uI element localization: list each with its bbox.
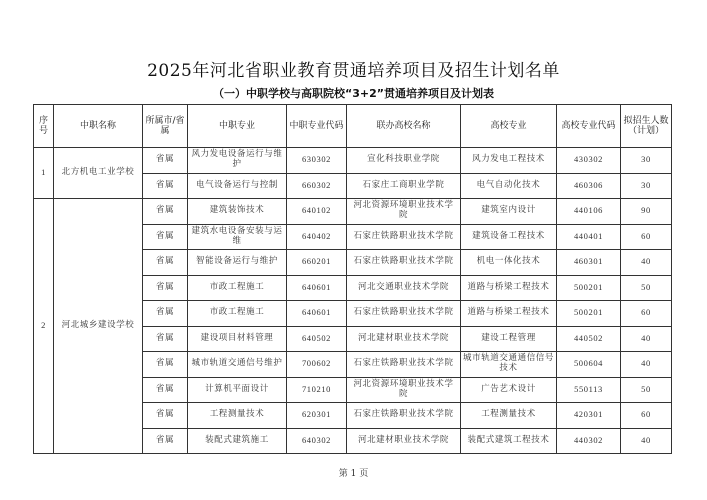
- enrollment-plan-table: [33, 104, 672, 454]
- seq-cell: 1: [34, 148, 54, 199]
- table-subtitle: （一）中职学校与高职院校“3+2”贯通培养项目及计划表: [213, 87, 494, 100]
- major-cell: 风力发电设备运行与维护: [188, 148, 287, 174]
- affiliation-cell: 省属: [143, 377, 188, 403]
- college-code-cell: 500201: [557, 301, 621, 327]
- college-code-cell: 550113: [557, 377, 621, 403]
- major-cell: 智能设备运行与维护: [188, 250, 287, 276]
- affiliation-cell: 省属: [143, 403, 188, 429]
- major-code-cell: 700602: [287, 352, 347, 378]
- plan-cell: 50: [621, 275, 672, 301]
- college-code-cell: 440502: [557, 326, 621, 352]
- partner-cell: 宣化科技职业学院: [347, 148, 461, 174]
- major-cell: 建设项目材料管理: [188, 326, 287, 352]
- plan-cell: 50: [621, 377, 672, 403]
- college-major-cell: 机电一体化技术: [461, 250, 557, 276]
- partner-cell: 石家庄铁路职业技术学院: [347, 301, 461, 327]
- school-cell: 河北城乡建设学校: [54, 199, 143, 454]
- header-seq: 序号: [34, 105, 54, 148]
- plan-cell: 30: [621, 148, 672, 174]
- partner-cell: 石家庄工商职业学院: [347, 173, 461, 199]
- major-cell: 建筑装饰技术: [188, 199, 287, 225]
- affiliation-cell: 省属: [143, 428, 188, 454]
- plan-cell: 30: [621, 173, 672, 199]
- partner-cell: 河北建材职业技术学院: [347, 428, 461, 454]
- college-code-cell: 430302: [557, 148, 621, 174]
- affiliation-cell: 省属: [143, 148, 188, 174]
- college-code-cell: 440401: [557, 224, 621, 250]
- college-code-cell: 500604: [557, 352, 621, 378]
- header-affiliation: 所属市/省属: [143, 105, 188, 148]
- major-cell: 计算机平面设计: [188, 377, 287, 403]
- affiliation-cell: 省属: [143, 275, 188, 301]
- page-number: 第 1 页: [338, 469, 369, 479]
- header-partner: 联办高校名称: [347, 105, 461, 148]
- plan-cell: 60: [621, 301, 672, 327]
- major-cell: 建筑水电设备安装与运维: [188, 224, 287, 250]
- plan-cell: 60: [621, 403, 672, 429]
- college-major-cell: 装配式建筑工程技术: [461, 428, 557, 454]
- college-code-cell: 420301: [557, 403, 621, 429]
- header-major-code: 中职专业代码: [287, 105, 347, 148]
- major-code-cell: 660302: [287, 173, 347, 199]
- partner-cell: 石家庄铁路职业技术学院: [347, 224, 461, 250]
- major-code-cell: 640302: [287, 428, 347, 454]
- college-major-cell: 道路与桥梁工程技术: [461, 301, 557, 327]
- affiliation-cell: 省属: [143, 352, 188, 378]
- major-code-cell: 640502: [287, 326, 347, 352]
- header-school: 中职名称: [54, 105, 143, 148]
- table-row: [34, 199, 672, 225]
- major-cell: 市政工程施工: [188, 275, 287, 301]
- affiliation-cell: 省属: [143, 173, 188, 199]
- plan-cell: 60: [621, 224, 672, 250]
- college-major-cell: 风力发电工程技术: [461, 148, 557, 174]
- partner-cell: 石家庄铁路职业技术学院: [347, 250, 461, 276]
- major-code-cell: 640102: [287, 199, 347, 225]
- college-code-cell: 440106: [557, 199, 621, 225]
- affiliation-cell: 省属: [143, 326, 188, 352]
- partner-cell: 石家庄铁路职业技术学院: [347, 352, 461, 378]
- header-college-code: 高校专业代码: [557, 105, 621, 148]
- plan-cell: 40: [621, 352, 672, 378]
- major-cell: 工程测量技术: [188, 403, 287, 429]
- affiliation-cell: 省属: [143, 224, 188, 250]
- college-major-cell: 广告艺术设计: [461, 377, 557, 403]
- school-cell: 北方机电工业学校: [54, 148, 143, 199]
- plan-cell: 40: [621, 326, 672, 352]
- major-cell: 城市轨道交通信号维护: [188, 352, 287, 378]
- college-major-cell: 建设工程管理: [461, 326, 557, 352]
- major-code-cell: 640601: [287, 275, 347, 301]
- college-code-cell: 440302: [557, 428, 621, 454]
- college-major-cell: 建筑设备工程技术: [461, 224, 557, 250]
- college-major-cell: 工程测量技术: [461, 403, 557, 429]
- partner-cell: 河北交通职业技术学院: [347, 275, 461, 301]
- partner-cell: 石家庄铁路职业技术学院: [347, 403, 461, 429]
- header-college-major: 高校专业: [461, 105, 557, 148]
- college-code-cell: 460306: [557, 173, 621, 199]
- plan-cell: 40: [621, 250, 672, 276]
- major-code-cell: 640601: [287, 301, 347, 327]
- plan-cell: 40: [621, 428, 672, 454]
- partner-cell: 河北资源环境职业技术学院: [347, 377, 461, 403]
- college-major-cell: 建筑室内设计: [461, 199, 557, 225]
- college-major-cell: 道路与桥梁工程技术: [461, 275, 557, 301]
- affiliation-cell: 省属: [143, 250, 188, 276]
- affiliation-cell: 省属: [143, 301, 188, 327]
- college-major-cell: 电气自动化技术: [461, 173, 557, 199]
- seq-cell: 2: [34, 199, 54, 454]
- header-plan: 拟招生人数（计划）: [621, 105, 672, 148]
- header-major: 中职专业: [188, 105, 287, 148]
- major-code-cell: 640402: [287, 224, 347, 250]
- partner-cell: 河北资源环境职业技术学院: [347, 199, 461, 225]
- major-cell: 市政工程施工: [188, 301, 287, 327]
- major-cell: 装配式建筑施工: [188, 428, 287, 454]
- major-code-cell: 630302: [287, 148, 347, 174]
- college-code-cell: 460301: [557, 250, 621, 276]
- college-code-cell: 500201: [557, 275, 621, 301]
- partner-cell: 河北建材职业技术学院: [347, 326, 461, 352]
- table-row: [34, 148, 672, 174]
- affiliation-cell: 省属: [143, 199, 188, 225]
- document-title: 2025年河北省职业教育贯通培养项目及招生计划名单: [147, 61, 560, 81]
- plan-cell: 90: [621, 199, 672, 225]
- major-code-cell: 620301: [287, 403, 347, 429]
- college-major-cell: 城市轨道交通通信信号技术: [461, 352, 557, 378]
- major-code-cell: 710210: [287, 377, 347, 403]
- major-code-cell: 660201: [287, 250, 347, 276]
- major-cell: 电气设备运行与控制: [188, 173, 287, 199]
- header-row: [34, 105, 672, 148]
